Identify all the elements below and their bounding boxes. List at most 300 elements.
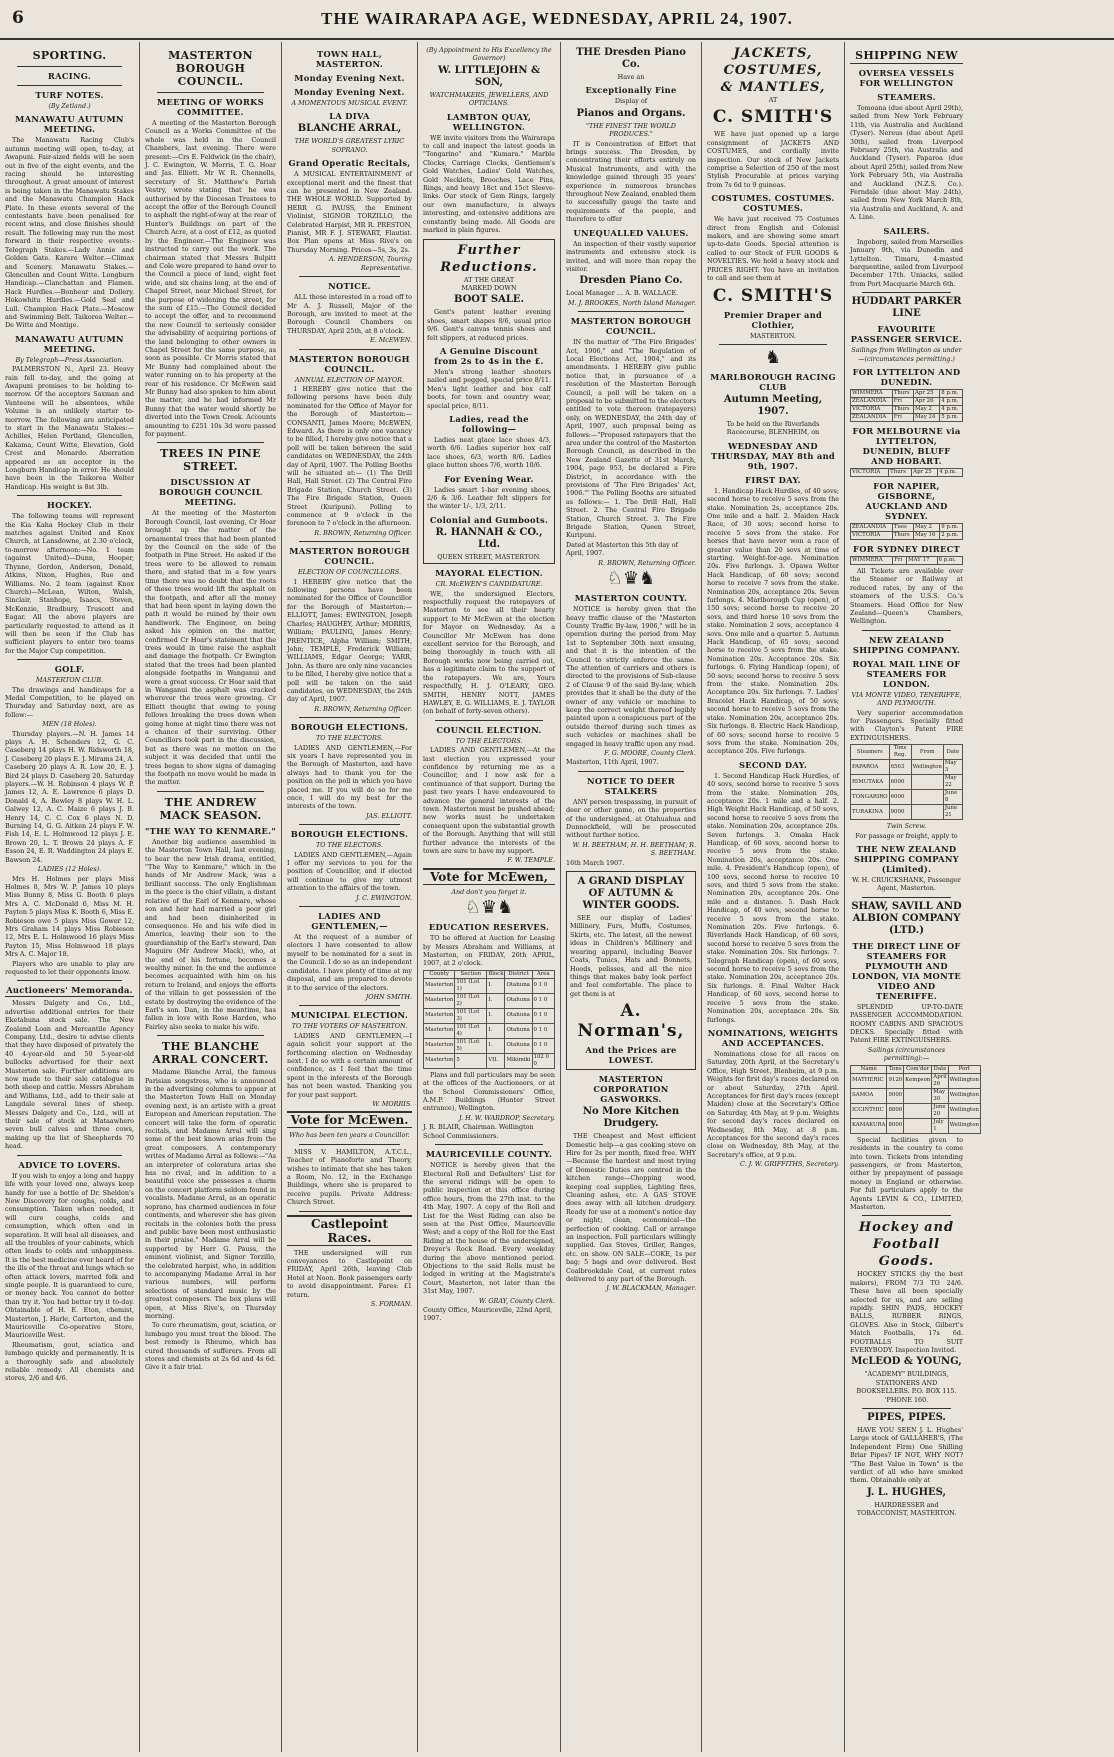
notice-heading: MAYORAL ELECTION. xyxy=(435,568,543,579)
table-header: Area xyxy=(532,970,554,978)
table-cell: ICCINTHIC xyxy=(851,1103,887,1118)
article-text: At the meeting of the Masterton Borough Council, last evening, Cr Hoar brought up the matter of the ornamental trees that had been planted by the Council on the side of the footpath in Pine Street. He asked if the trees were to be allowed to remain there, and stated that in a few years time there was no doubt that the roots of these trees would lift the asphalt on the footpath, and after all the money that had been spent in laying down the path it would be ruined by their own handiwork. The Engineer, on being asked his opinion on the matter, confirmed Cr Hoar's statement that the trees would in time raise the asphalt and damage the footpath. Cr Ewington stated that the trees had been planted alongside footpaths in Wanganui and were a great success. Cr Hoar said that in Wanganui the asphalt was cracked wherever the trees were growing. Cr Elliott thought that owing to young fellows breaking the trees down when going home at night time there was not a chance of their surviving. Other Councillors took part in the discussion, but as there was no motion on the subject it was decided that until the trees began to show signs of damaging the footpath no move would be made in the matter. xyxy=(145,509,276,787)
advert-heading: Castlepoint Races. xyxy=(287,1215,412,1246)
notice-signature: J. C. EWINGTON. xyxy=(355,893,412,902)
table-cell: 101 (Lot 4) xyxy=(455,1023,487,1038)
notice-subheading: ANNUAL ELECTION OF MAYOR. xyxy=(295,375,404,384)
section-heading: RACING. xyxy=(47,71,92,81)
advert-heading: NEW ZEALAND SHIPPING COMPANY. xyxy=(852,634,961,655)
advert-tagline: And the Prices are LOWEST. xyxy=(585,1045,677,1066)
notice-date: Dated at Masterton this 5th day of April, 1907. xyxy=(566,540,678,558)
table-cell: Masterton xyxy=(424,1053,455,1068)
advert-signature: C. J. W. GRIFFITHS, Secretary. xyxy=(739,1160,839,1169)
article-heading: THE BLANCHE ARRAL CONCERT. xyxy=(152,1040,269,1067)
table-cell: Apr 25 xyxy=(912,468,938,476)
advert-subheading: COSTUMES. COSTUMES. COSTUMES. xyxy=(711,193,835,214)
firm-name: J. L. HUGHES, xyxy=(866,1486,947,1498)
firm-trade: WATCHMAKERS, JEWELLERS, AND OPTICIANS. xyxy=(429,90,549,108)
table-row xyxy=(851,1118,981,1133)
route-heading: FOR MELBOURNE via LYTTELTON, DUNEDIN, BLUFF AND HOBART. xyxy=(852,425,961,466)
notice-text: ALL those interested in a road off to Mr A. J. Russell, Major of the Borough, are invited to meet at the Borough Council Chambers on THURSDAY, April 25th, at 8 o'clock. xyxy=(287,293,412,335)
table-cell: Otahuna xyxy=(505,1008,532,1023)
royal-crest-icon: ♘♛♞ xyxy=(464,897,514,919)
concert-advert xyxy=(287,49,412,272)
table-row xyxy=(424,1023,555,1038)
table-cell xyxy=(904,1118,932,1133)
table-header: Date xyxy=(933,1065,947,1072)
firm-name: McLEOD & YOUNG, xyxy=(851,1356,962,1368)
table-header: Steamers xyxy=(851,745,890,760)
sailing-table xyxy=(850,556,963,565)
table-cell: 101 (Lot 1) xyxy=(455,978,487,993)
notice-text: WE, the undersigned Electors, respectfully request the ratepayers of Masterton to see all their hearty support to Mr McEwen at the election for Mayor on Wednesday. As a Councillor Mr McEwen has done excellent service for the Borough, and being thoroughly in touch with all Borough works now being carried out, has a legitimate claim to the support of the ratepayers. We are, Yours respectfully, H. J. O'LEARY, GEO. SMITH, HENRY NOTT, JAMES HAWLEY, E. G. WILLIAMS, E. J. TAYLOR (on behalf of forty-seven others). xyxy=(423,589,555,716)
advert-text: SEE our display of Ladies' Millinery, Furs, Muffs, Costumes, Skirts, etc. The latest, all the newest ideas in Children's Millinery and wearing apparel, including Beaver Coats, Tunics, Hats and Bonnets, Hoods, pelisses, and all the nice things that makes baby look perfect and feel comfortable. The place to get them is at xyxy=(570,914,692,998)
divider xyxy=(299,906,400,907)
divider xyxy=(299,1005,400,1006)
advert-date: Monday Evening Next. xyxy=(294,73,405,83)
table-cell: May 2 xyxy=(914,523,940,531)
notice-heading: MAURICEVILLE COUNTY. xyxy=(425,1149,553,1160)
advert-text: 1. Handicap Hack Hurdles, of 40 sovs; second horse to receive 5 sovs from the stake. Nomination 2s, acceptance 20s. One mile and a half. 2. Maiden Hack Race, of 30 sovs; second horse to receive 5 sovs from the stake. For horses that have never won a race of greater value than 20 sovs at time of starting. Weight-for-age. Nomination 20s. Five furlongs. 3. Opawa Welter Hack Handicap, of 60 sovs; second horse to receive 7 sovs from the stake. Nomination 20s, acceptance 20s. Seven furlongs. 4. Marlborough Cup (open), of 150 sovs; second horse to receive 20 sovs, and third horse 10 sovs from the stake. Nomination 2 sovs, acceptance 4 sovs. One mile and a quarter. 5. Autumn Hack Handicap, of 65 sovs; second horse to receive 5 sovs from the stake. Nomination 20s. Acceptance 20s. Six furlongs. 6. Flying Handicap (open), of 50 sovs; second horse to receive 5 sovs from the stake. Nomination 20s. Acceptance 20s. Six furlongs. 7. Ladies' Bracelet Hack Handicap, of 50 sovs; second horse to receive 5 sovs from the stake. Nomination 20s, acceptance 20s. Six furlongs. 8. Electric Hack Handicap, of 60 sovs; second horse to receive 5 sovs from the stake. Nomination 20s, acceptance 20s. Five furlongs. xyxy=(707,486,839,756)
performer-name: BLANCHE ARRAL, xyxy=(297,123,402,135)
sailing-table xyxy=(850,1065,981,1134)
notice-text: LADIES AND GENTLEMEN,—I again solicit your support at the forthcoming election on Wednesday next. I do so with a certain amount of confidence, as I feel that the time spent in the interests of the Borough has not been wasted. Thanking you for your past support. xyxy=(287,1031,412,1099)
table-row xyxy=(851,1103,981,1118)
table-cell: 6000 xyxy=(889,775,911,790)
table-row xyxy=(424,1038,555,1053)
table-cell: ZEALANDIA xyxy=(851,523,893,531)
table-cell: MAY 17 xyxy=(907,556,938,564)
sailing-table xyxy=(850,389,963,422)
divider xyxy=(862,897,951,898)
table-cell: 9000 xyxy=(887,1088,904,1103)
norman-advert xyxy=(566,871,696,1070)
notice-signature: E. McEWEN. xyxy=(370,336,412,345)
article-heading: THE ANDREW MACK SEASON. xyxy=(159,795,262,822)
table-cell: June 20 xyxy=(932,1103,948,1118)
newspaper-columns xyxy=(0,42,1114,1752)
table-cell: 6 p.m. xyxy=(937,556,962,564)
notice-heading: MASTERTON BOROUGH COUNCIL. xyxy=(570,316,692,337)
advert-subheading: SECOND DAY. xyxy=(738,759,808,770)
advert-heading: ADVICE TO LOVERS. xyxy=(18,1159,121,1170)
table-cell: 4 p.m. xyxy=(938,468,963,476)
notice-heading: COUNCIL ELECTION. xyxy=(436,724,542,735)
firm-address: LAMBTON QUAY, WELLINGTON. xyxy=(446,111,532,132)
shipping-text: Ingeborg, sailed from Marseilles January 9th, via Dunedin and Lyttelton. Timaru, 4-masted barquentine, sailed from Liverpool December 17th. Uniacks, sailed from Port Macquarie March 6th. xyxy=(850,237,963,288)
column-3 xyxy=(282,42,418,1752)
table-cell: Wellington xyxy=(948,1103,980,1118)
table-row xyxy=(851,556,963,564)
section-heading: HOCKEY. xyxy=(46,500,93,511)
table-header: Block xyxy=(488,970,504,977)
advert-subheading: Ladies, read the following— xyxy=(449,413,529,434)
table-cell: 5 p.m. xyxy=(940,413,963,421)
divider xyxy=(157,92,264,93)
firm-name: A. Norman's, xyxy=(577,1001,685,1042)
advert-line: Exceptionally Fine xyxy=(585,85,677,96)
article-heading: MASTERTON BOROUGH COUNCIL. xyxy=(168,49,253,88)
notice-signature: W. GRAY, County Clerk. xyxy=(478,1296,555,1305)
advert-line: W. H. CRUICKSHANK, Passenger Agent, Masterton. xyxy=(852,876,961,893)
table-cell: May 16 xyxy=(914,531,940,539)
advert-subheading: NOMINATIONS, WEIGHTS AND ACCEPTANCES. xyxy=(707,1027,839,1048)
article-subheading: "THE WAY TO KENMARE." xyxy=(145,825,276,836)
horse-race-icon: ♞ xyxy=(764,346,782,368)
advert-subheading: FAVOURITE PASSENGER SERVICE. xyxy=(850,324,963,345)
shipping-text: Tomoana (due about April 29th), sailed from New York February 11th, via Australia and Auckland (Tyser). Nereus (due about April 30th), sailed from Liverpool February 25th, via Australia and Auckland (Tyser). Paparoa (due about April 25th), sailed from New York February 5th, via Australia and Auckland (N.Z.S. Co.). Ferndale (due about May 24th), sailed from New York March 8th, via Australia and Auckland, A. and A. Line. xyxy=(850,104,964,222)
notice-subheading: TO THE VOTERS OF MASTERTON. xyxy=(291,1022,408,1031)
table-cell: 2 p.m. xyxy=(940,531,963,539)
table-cell: WIMMERA xyxy=(851,556,893,564)
advert-line: AT xyxy=(768,96,778,104)
article-heading: TREES IN PINE STREET. xyxy=(160,447,261,474)
table-cell: VICTORIA xyxy=(851,405,893,413)
notice-heading: MASTERTON BOROUGH COUNCIL. xyxy=(289,546,410,567)
table-cell: 9 p.m. xyxy=(940,523,963,531)
table-cell: 4 p.m. xyxy=(940,405,963,413)
table-row xyxy=(851,775,963,790)
firm-address: MASTERTON. xyxy=(750,331,796,340)
advert-text: Men's strong leather shooters nailed and pegged, special price 8/11. Men's light leather and box calf boots, for town and country wear, special price, 8/11. xyxy=(427,367,551,410)
article-text: Messrs Dalgety and Co., Ltd., advertise additional entries for their Eketahuna stock sale. The New Zealand Loan and Mercantile Agency Company, Ltd., desire to advise clients that they have disposed of privately the 40 4-year-old and 50 5-year-old bullocks advertised for their next Masterton sale. Further additions are now made to their sale catalogue in both sheep and cattle. Messrs Abraham and Williams, Ltd., add to their sale at Langdale several lines of sheep. Messrs Dalgety and Co., Ltd., will at their sale of stock at Mataawhero seven bull calves and three cows, making up the list of Sheepherds 70 head. xyxy=(5,999,135,1151)
table-cell: KAMAKURA xyxy=(851,1118,887,1133)
advert-heading: HUDDART PARKER LINE xyxy=(851,296,962,320)
vote-banner: Vote for McEwen. xyxy=(287,1111,412,1128)
advert-line: MARKED DOWN xyxy=(461,283,517,292)
table-cell: 8800 xyxy=(887,1103,904,1118)
divider xyxy=(862,1408,951,1409)
advert-line: Local Manager … A. B. WALLACE. xyxy=(566,289,679,298)
divider xyxy=(578,771,684,772)
advert-text: If you wish to enjoy a long and happy life with your loved one, always keep handy for use a bottle of Dr. Sheldon's New Discovery for coughs, colds, and consumption. Taken when needed, it will cure coughs, colds and consumption, which often end in separation. It will heal all diseases, and all the troubles of your cabinets, which often leads to colds and unhappiness. It is the best medicine ever heard of for the ills of the throat and lungs which so often attack lovers, married folk and single people. It is guaranteed to cure, or money back. You cannot do better than try it. You had better try it to-day. Obtainable of H. E. Eton, chemist, Masterton, J. Harle, Carterton, and the Mauriceville Co-operative Store, Mauriceville West. xyxy=(5,1171,134,1340)
table-cell: VICTORIA xyxy=(851,468,889,476)
notice-heading: MASTERTON COUNTY. xyxy=(574,593,688,604)
route-heading: FOR LYTTELTON AND DUNEDIN. xyxy=(852,366,961,387)
article-text: The drawings and handicaps for a Medal Competition, to be played on Thursday and Saturday next, are as follow:— xyxy=(5,685,134,719)
table-row xyxy=(851,405,963,413)
notice-signature: W. MORRIS. xyxy=(372,1099,412,1108)
table-cell: April 26 xyxy=(933,1073,947,1087)
table-cell: Otahuna xyxy=(505,1023,532,1038)
advert-subheading: THE DIRECT LINE OF STEAMERS FOR PLYMOUTH AND LONDON, VIA MONTE VIDEO AND TENERIFFE. xyxy=(851,940,962,1001)
notice-signature: JOHN SMITH. xyxy=(365,992,412,1001)
notice-heading: LADIES AND GENTLEMEN,— xyxy=(311,911,388,932)
divider xyxy=(578,311,684,312)
reserves-table xyxy=(423,970,555,1069)
firm-name: R. HANNAH & CO., Ltd. xyxy=(435,526,543,550)
table-cell: Otahuna xyxy=(505,978,532,993)
advert-heading: & MANTLES, xyxy=(720,80,826,95)
table-cell: Masterton xyxy=(424,993,455,1008)
advert-text: To cure rheumatism, gout, sciatica, or lumbago you must treat the blood. The best remedy is Rheumo, which has cured thousands of sufferers. From all stores and chemists at 2s 6d and 4s 6d. Give it a fair trial. xyxy=(145,1321,276,1372)
table-cell: June 21 xyxy=(943,805,962,820)
notice-text: TO be offered at Auction for Leasing by Messrs Abraham and Williams, at Masterton, on FRIDAY, 26th APRIL, 1907, at 2 o'clock. xyxy=(423,934,555,968)
divider xyxy=(862,630,951,631)
divider xyxy=(435,720,543,721)
table-cell: I. xyxy=(487,978,505,993)
firm-address: "ACADEMY" BUILDINGS, STATIONERS AND BOOKSELLERS. P.O. BOX 115. 'PHONE 160. xyxy=(856,1370,957,1404)
notice-heading: BOROUGH ELECTIONS. xyxy=(290,829,409,840)
table-header: County xyxy=(424,970,455,978)
article-heading: MANAWATU AUTUMN MEETING. xyxy=(15,333,124,354)
table-cell: Thurs xyxy=(892,389,913,397)
table-row xyxy=(851,1073,981,1088)
column-1 xyxy=(0,42,140,1752)
notice-signature: W. H. BEETHAM, H. H. BEETHAM, R. S. BEETHAM. xyxy=(572,840,696,858)
table-row xyxy=(424,1008,555,1023)
advert-line: AT THE GREAT xyxy=(463,275,515,284)
table-cell: 4 p.m. xyxy=(940,397,963,405)
table-row xyxy=(851,468,963,476)
masthead-bar xyxy=(0,0,1114,40)
table-cell: VII. xyxy=(487,1053,505,1068)
table-cell: TURAKINA xyxy=(851,805,890,820)
table-cell: 5 xyxy=(455,1053,487,1068)
advert-signature: J. W. BLACKMAN, Manager. xyxy=(606,1284,696,1293)
notice-text: I HEREBY give notice that the following persons have been nominated for the Office of Councillor for the Borough of Masterton:— ELLIOTT, James; EWINGTON, Joseph Charles; HAUGHEY, Arthur; MORRIS, William; PAULING, James Henry; PRENTICE, Alpha William; SMITH, John; TEMPLE, Frederick William; WILLIAMS, Edgar George; YARR, John. As there are only nine vacancies to be filled, I hereby give notice that a poll will be taken on the said candidates, on WEDNESDAY, the 24th day of April, 1907. xyxy=(287,577,412,704)
notice-signature: R. BROWN, Returning Officer. xyxy=(598,558,696,567)
table-cell: I. xyxy=(487,1038,505,1053)
advert-text: Ladies smart 1-bar evening shoes, 2/6 & 3/6. Leather felt slippers for the winter 1/-, 1/3, 2/11. xyxy=(427,485,551,511)
advert-signature: A. HENDERSON, Touring Representative. xyxy=(328,255,412,272)
table-cell: Wellington xyxy=(948,1118,980,1133)
notice-text: I HEREBY give notice that the following persons have been duly nominated for the Office of Mayor for the Borough of Masterton:— CONSANTI, James Moore; McEWEN, Edward. As there is only one vacancy to be filled, I hereby give notice that a poll will be taken between the said candidates on WEDNESDAY, the 24th day of April, 1907. The Polling Booths will be situated at:— (1) The Drill Hall, Hall Street. (2) The Central Fire Brigade Station, Church Street. (3) The Fire Brigade Station, Queen Street (Kuripuni). Polling to commence at 9 o'clock in the forenoon to 7 o'clock in the afternoon. xyxy=(287,384,412,528)
article-text: Thursday players.—N. H. James 14 plays A. H. Schenders 12, G. C. Caseberg 14 plays H. W. Ridsworth 18, J. Caseberg 20 plays E. J. Mirams 24, A. Caseberg 20 plays A. R. Low 20, E. J. Bird 24 plays D. Caseberg 20. Saturday players.—W. H. Robinson 4 plays W. P. James 12, A. E. Lawrence 6 plays D. Donald 4, A. Bewley 8 plays W. H. L. Galwey 12, A. C. Maize 6 plays J. B. Henry 14, C. C. Cox 6 plays N. D. Burning 14, G. G. Aitken 24 plays F. W. Fish 14, E. L. Holmwood 12 plays J. E. Brown 20, L. T. Brown 24 plays A. F. Esson 24, E. R. Waddington 24 plays E. Bawson 24. xyxy=(5,729,134,864)
table-cell: 101 (Lot 2) xyxy=(455,993,487,1008)
divider xyxy=(299,717,400,718)
advert-heading: Hockey and Football Goods. xyxy=(858,1220,955,1270)
advert-subheading: THE NEW ZEALAND SHIPPING COMPANY (Limited). xyxy=(853,844,960,875)
notice-text: LADIES AND GENTLEMEN,—At the last election you expressed your confidence by returning me as a Councillor, and I now ask for a continuance of that support. During the past two years I have endeavoured to advance the general interests of the town. Masterton must be pushed ahead; new works must be undertaken consequent upon the substantial growth of the Borough. Anything that will still further advance the interests of the town are sure to have my support. xyxy=(423,746,555,855)
advert-text: Gent's patent leather evening shoes, smart shapes 8/6, usual price 9/6. Gent's canvas tennis shoes and felt slippers, at reduced prices. xyxy=(427,308,551,342)
advert-signature: M. J. BROOKES, North Island Manager. xyxy=(567,298,696,307)
article-text: The following teams will represent the Kia Kaha Hockey Club in their matches against United and Knox Church, at Lansdowne, at 2.30 o'clock, to-morrow afternoon:—No. 1 team (against United)—Dunn, Hooper, Thynne, Gordon, Anderson, Donald, Atkins, Nixon, Hughes, Rue and Williams. No. 2 team (against Knox Church)—McLean, Wilton, Walsh, Sinclair, Stanhope, Isaacs, Steven, McKenzie, Bradbury, Truscott and Eagar. All the above players are particularly requested to attend as it will then be seen if the Club has sufficient players to enter two teams for the Major Cup competition. xyxy=(5,512,134,655)
section-heading: Auctioneers' Memoranda. xyxy=(6,985,133,996)
advert-text: Nominations close for all races on Saturday, 20th April, at the Secretary's Office, High Street, Blenheim, at 9 p.m. Weights for first day's races declared on or about Saturday, 27th April. Acceptances for first day's races (except Maiden) close at the Secretary's Office on Saturday, 4th May, at 9 p.m. Weights for second day's races declared on Wednesday, 8th May, at 8 p.m. Acceptances for the second day's races close on Wednesday, 8th May, at the Secretary's office, at 9 p.m. xyxy=(707,1049,839,1159)
advert-heading: JACKETS, xyxy=(733,46,813,61)
page-number: 6 xyxy=(12,8,24,28)
table-cell: 0 1 0 xyxy=(532,1023,554,1038)
table-cell: 102 0 0 xyxy=(532,1053,554,1068)
divider xyxy=(17,66,122,67)
notice-date: 16th March 1907. xyxy=(566,858,625,867)
table-cell: Otahuna xyxy=(505,993,532,1008)
advert-line: Display of xyxy=(614,97,648,106)
table-cell: Fri xyxy=(892,397,913,405)
table-cell: May 24 xyxy=(914,413,940,421)
table-header: Port xyxy=(948,1065,980,1073)
article-text: Mrs H. Holmes per plays Miss Holmes 8, Mrs W. P. James 10 plays Miss Bunny 8, Miss G. Booth 6 plays Mrs A. C. McDonald 6, Miss M. H. Payton 5 plays Miss K. Booth 6, Miss E. Robieson owe 5 plays Miss Gower 12, Mrs Graham 14 plays Miss Robieson 12, Mrs E. L. Holmwood 16 plays Miss Payton 15, Miss Holmwood 18 plays Mrs A. C. Major 18. xyxy=(5,874,134,959)
table-cell: Masterton xyxy=(424,1038,455,1053)
notice-subheading: TO THE ELECTORS. xyxy=(315,841,384,850)
advert-text: IT is Concentration of Effort that brings success. The Dresden, by concentrating their efforts entirely on Musical Instruments, and with the knowledge gained through 35 years' experience in numerous branches throughout New Zealand, enabled them to successfully gauge the taste and requirements of the people, and therefore to offer xyxy=(566,139,696,224)
advert-line: Have an xyxy=(617,73,645,81)
advert-heading: SHAW, SAVILL AND ALBION COMPANY (LTD.) xyxy=(851,900,962,936)
article-subheading: MEETING OF WORKS COMMITTEE. xyxy=(157,97,264,117)
table-cell: May 22 xyxy=(943,775,962,790)
advert-text: MISS V. HAMILTON, A.T.C.L., Teacher of Pianoforte and Theory, wishes to intimate that she has taken a Room, No. 12, in the Exchange Buildings, where she is prepared to receive pupils. Private Address: Church Street. xyxy=(287,1147,412,1207)
vote-subheading: Who has been ten years a Councillor. xyxy=(289,1131,410,1140)
table-row xyxy=(851,531,963,539)
advert-heading: A GRAND DISPLAY OF AUTUMN & WINTER GOODS. xyxy=(577,876,685,912)
notice-text: At the request of a number of electors I have consented to allow myself to be nominated for a seat in the Council. I do so as an independent candidate. I have plenty of time at my disposal, and am prepared to devote it to the service of the electors. xyxy=(287,933,412,992)
divider xyxy=(299,824,400,825)
table-cell: Kempson xyxy=(904,1073,932,1088)
table-note: Twin Screw. xyxy=(886,822,927,831)
advert-subheading: FIRST DAY. xyxy=(745,474,801,485)
table-cell: Wellington xyxy=(948,1073,980,1088)
divider xyxy=(299,1211,400,1212)
notice-subheading: ELECTION OF COUNCILLORS. xyxy=(297,568,402,577)
column-5 xyxy=(561,42,702,1752)
table-cell: May 30 xyxy=(932,1088,948,1103)
section-subheading: OVERSEA VESSELS FOR WELLINGTON xyxy=(858,68,955,88)
column-6 xyxy=(702,42,845,1752)
notice-heading: BOROUGH ELECTIONS. xyxy=(290,722,409,733)
notice-signature: J. H. W. WARDROP, Secretary. xyxy=(459,1113,555,1122)
table-cell: 9000 xyxy=(889,805,911,820)
advert-subheading: Colonial and Gumboots. xyxy=(429,514,549,525)
table-cell xyxy=(911,790,943,805)
table-cell: Wellington xyxy=(911,760,943,775)
table-cell xyxy=(904,1103,932,1118)
boot-sale-advert xyxy=(423,239,555,565)
article-subheading: LADIES (12 Holes). xyxy=(37,865,102,874)
firm-name: C. SMITH'S xyxy=(712,285,834,306)
article-byline: (By Zetland.) xyxy=(48,102,91,110)
article-byline: By Telegraph—Press Association. xyxy=(15,355,124,364)
divider xyxy=(299,1144,400,1145)
notice-text: ANY person trespassing, in pursuit of deer or other game, on the properties of the undersigned, at Otahuahua and Dunnockfield, will be prosecuted without further notice. xyxy=(566,797,696,840)
table-cell: Apr 25 xyxy=(914,389,940,397)
table-cell: Fri xyxy=(893,556,907,564)
notice-heading: MUNICIPAL ELECTION. xyxy=(290,1010,409,1021)
advert-subheading: For Evening Wear. xyxy=(444,473,534,484)
advert-date: Monday Evening Next. xyxy=(294,87,405,97)
table-header: Date xyxy=(943,745,962,760)
table-cell: Thurs xyxy=(892,531,913,539)
notice-text: NOTICE is hereby given that the heavy traffic clause of the "Masterton County Traffic By-law, 1906," will be in operation during the period from May 1st to September 30th next ensuing, and that it is the intention of the Council to strictly enforce the same. The attention of carriers and others is directed to the provisions of Sub-clause 2 of Clause 9 of the said By-law, which provides that it shall be the duty of the owner of any vehicle or machine to keep the correct weight thereof legibly painted upon a conspicuous part of the outside thereof during such times as such vehicles or machines shall be engaged in heavy traffic upon any road. xyxy=(566,605,696,748)
advert-heading: TOWN HALL, MASTERTON. xyxy=(315,49,384,69)
advert-signature: S. FORMAN. xyxy=(370,1300,412,1309)
advert-heading: PIPES, PIPES. xyxy=(867,1412,946,1424)
table-cell xyxy=(911,805,943,820)
divider xyxy=(17,1155,122,1156)
advert-subheading: A Genuine Discount from 2s to 4s in the £. xyxy=(434,345,544,366)
article-heading: TURF NOTES. xyxy=(35,90,104,100)
vote-subheading: And don't you forget it. xyxy=(451,887,527,896)
article-subheading: MEN (18 Holes). xyxy=(42,720,97,729)
notice-heading: MASTERTON BOROUGH COUNCIL. xyxy=(289,353,410,374)
table-cell: PAPAROA xyxy=(851,760,890,775)
table-cell: Thurs xyxy=(892,405,913,413)
table-cell: I. xyxy=(487,1023,505,1038)
route-heading: FOR SYDNEY DIRECT xyxy=(853,543,960,554)
section-heading: SPORTING. xyxy=(32,49,107,62)
table-cell: Mikimiki xyxy=(505,1053,532,1068)
advert-title: Autumn Meeting, 1907. xyxy=(723,393,823,417)
article-text: The Manawatu Racing Club's autumn meeting will open, to-day, at Awapuni. Fair-sized fields will be seen out in five of the eight events, and the racing should be interesting throughout. A great amount of interest is being taken in the Manawatu Stakes and the Manawatu Champion Hack Plate. In these events several of the contestants have been penalised for recent wins, and close finishes should result. The following may run the most forward in their respective events:- Telegraph Stakes.—Lady Annie and Golden Gate. Karere Welter.—Climax and Scenery. Manawatu Stakes.—Glencullen and Count Witte. Longburn Handicap.—Clanchattan and Flamen. Hack Hurdles.—Bonheur and Dollery. Hokowhitu Hurdles.—Gold Seal and Lull. Champion Hack Plate.—Moscow and Swimming Belt. Taikorea Welter.—De Witte and Montige. xyxy=(5,136,134,330)
advert-heading: THE Dresden Piano Co. xyxy=(576,47,686,70)
table-row xyxy=(424,993,555,1008)
table-cell: SAMOA xyxy=(851,1088,887,1103)
notice-subheading: TO THE ELECTORS. xyxy=(315,734,384,743)
table-cell: 6000 xyxy=(889,790,911,805)
table-header: Tons xyxy=(887,1065,904,1073)
table-row xyxy=(851,523,963,531)
advert-text: SPLENDID UP-TO-DATE PASSENGER ACCOMMODATION. ROOMY CABINS AND SPACIOUS DECKS. Specially fitted with Patent FIRE EXTINGUISHERS. xyxy=(850,1002,963,1045)
royal-crest-icon: ♘♛♞ xyxy=(606,568,656,590)
advert-subheading: UNEQUALLED VALUES. xyxy=(573,227,689,238)
divider xyxy=(299,349,400,350)
section-subheading: SAILERS. xyxy=(883,225,930,236)
table-cell: Masterton xyxy=(424,978,455,993)
sailing-table xyxy=(850,744,963,820)
advert-subheading: VIA MONTE VIDEO, TENERIFFE, AND PLYMOUTH. xyxy=(851,690,962,708)
divider xyxy=(862,292,951,293)
table-header: From xyxy=(911,745,943,760)
notice-heading: NOTICE TO DEER STALKERS xyxy=(587,775,675,796)
table-cell: Masterton xyxy=(424,1008,455,1023)
article-heading: MANAWATU AUTUMN MEETING. xyxy=(15,114,124,135)
article-text: Players who are unable to play are requested to let their opponents know. xyxy=(5,959,134,976)
column-4 xyxy=(418,42,561,1752)
advert-text: All Tickets are available over the Steamer or Railway at reduced rates, by any of the steamers of the U.S.S. Co.'s Steamers. Head Office for New Zealand—Queen's Chambers, Wellington. xyxy=(850,566,963,626)
table-row xyxy=(424,1053,555,1068)
advert-text: Very superior accommodation for Passengers. Specially fitted with Clayton's Patent FIRE EXTINGUISHERS. xyxy=(850,708,963,742)
appointment-line: (By Appointment to His Excellency the Governor) xyxy=(426,46,552,63)
notice-text: Plans and full particulars may be seen at the offices of the Auctioneers, or at the School Commissioners' Office, A.M.P. Buildings (Hunter Street entrance), Wellington. xyxy=(423,1070,555,1113)
column-7 xyxy=(845,42,979,1752)
table-row xyxy=(851,397,963,405)
divider xyxy=(157,1035,264,1036)
advert-line: To be held on the Riverlands Racecourse, BLENHEIM, on xyxy=(726,419,820,437)
divider xyxy=(17,980,122,981)
table-cell: May 2 xyxy=(914,405,940,413)
table-cell: 6563 xyxy=(889,760,911,775)
table-cell: Thurs xyxy=(889,468,912,476)
advert-text: HOCKEY STICKS (by the best makers), FROM 7/3 TO 24/6. These have all been specially selected for us, and are selling rapidly. SHIN PADS, HOCKEY BALLS, RUBBER RINGS, GLOVES. Also in Stock, Gilbert's Match Footballs, 17s 6d. FOOTBALLS TO SUIT EVERYBODY. Inspection Invited. xyxy=(850,1270,963,1354)
sailing-table xyxy=(850,523,963,540)
notice-signature: R. BROWN, Returning Officer. xyxy=(314,528,412,537)
divider xyxy=(299,276,400,277)
notice-text: NOTICE is hereby given that the Electoral Roll and Defaulters' List for the several ridings will be open to public inspection at this office during office hours, from the 27th inst. to the 4th May, 1907. A copy of the Roll and List for the West Riding can also be seen at the Post Office, Mauriceville West; and a copy of the Roll for the East Riding at the house of the undersigned, Dreyer's Rock Road. Every weekday during the above mentioned period. Objections to the said Rolls must be lodged in writing at the Magistrate's Court, Masterton, not later than the 31st May, 1907. xyxy=(423,1161,555,1296)
advert-text: Special facilities given to residents in the country to come into town. Tickets from intending passengers, or from Masterton, either by prepayment of passage money in England or otherwise. For full particulars apply to the Agents LEVIN & CO., LIMITED, Masterton. xyxy=(850,1135,963,1211)
notice-subheading: CR. McEWEN'S CANDIDATURE. xyxy=(435,580,543,589)
table-cell: Fri xyxy=(892,413,913,421)
table-cell: June 8 xyxy=(943,790,962,805)
divider xyxy=(17,85,122,86)
table-cell: 9120 xyxy=(887,1073,904,1088)
notice-subheading: TO THE ELECTORS. xyxy=(455,736,523,745)
advert-tagline: "THE FINEST THE WORLD PRODUCES." xyxy=(586,121,676,139)
table-row xyxy=(851,413,963,421)
table-cell: Apr 26 xyxy=(914,397,940,405)
advert-subheading: ROYAL MAIL LINE OF STEAMERS FOR LONDON. xyxy=(852,658,961,689)
advert-text: HAVE YOU SEEN J. L. Hughes' Large stock of GALLAHER'S, (The Independent Firm) One Shilling Briar Pipes? IF NOT, WHY NOT? "The Best Value in Town" is the verdict of all who have smoked them. Obtainable only at xyxy=(850,1426,963,1485)
table-row xyxy=(851,805,963,820)
advert-text: A MUSICAL ENTERTAINMENT of exceptional merit and the finest that can be presented in New Zealand. THE WHOLE WORLD. Supported by HERR G. PAUSS, the Eminent Violinist, SIGNOR TORZILLO, the Celebrated Harpist, MR R. PRESTON, Pianist, MR F. J. STEWART, Flautist. Box Plan opens at Miss Rive's on Thursday Morning. Prices—5s, 3s, 2s. xyxy=(287,170,412,254)
section-subheading: STEAMERS. xyxy=(877,92,936,102)
advert-note: Sailings (circumstances permitting):— xyxy=(867,1045,946,1063)
advert-heading: MARLBOROUGH RACING CLUB xyxy=(710,371,836,392)
divider xyxy=(719,344,827,345)
column-2 xyxy=(140,42,282,1752)
divider xyxy=(862,1215,951,1216)
advert-title: No More Kitchen Drudgery. xyxy=(582,1106,680,1130)
table-cell: 0 1 0 xyxy=(532,993,554,1008)
